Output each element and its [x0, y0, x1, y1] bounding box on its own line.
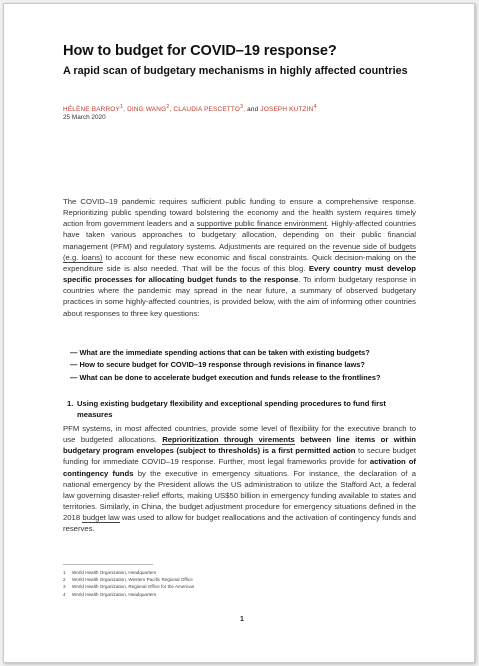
document-subtitle: A rapid scan of budgetary mechanisms in highly affected countries — [63, 65, 408, 77]
intro-paragraph — [63, 196, 416, 319]
footnote-item — [63, 569, 194, 576]
author-name: CLAUDIA PESCETTO — [173, 106, 241, 114]
footnote-text: World Health Organization, Headquarters — [72, 570, 157, 575]
body-text: . To inform budgetary response in countries where the pandemic may spread in the near future, a summary of observed budgetary practices in some highly-affected countries, is provided below, with the aim of informing other countries about responses to three key questions: — [63, 275, 417, 318]
footnote-text: World Health Organization, Western Pacific Regional Office — [72, 577, 193, 583]
footnote-number: 3 — [63, 584, 66, 590]
footnote-text: World Health Organization, Regional Office for the Americas — [72, 584, 195, 590]
emphasis-text: activation of contingency funds — [63, 457, 416, 478]
section-title: Using existing budgetary flexibility and exceptional spending procedures to fund first — [77, 399, 386, 408]
section-paragraph — [63, 423, 416, 535]
key-question-item: — What can be done to accelerate budget execution and funds release to the frontlines? — [70, 372, 381, 382]
section-number: 1. — [67, 399, 74, 408]
footnote-number: 2 — [63, 577, 66, 583]
footnote-divider — [63, 564, 153, 565]
section-title-continued: measures — [77, 409, 113, 419]
emphasis-text: between line items or within budgetary program envelopes (subject to thresholds) is a first permitted action — [63, 435, 417, 456]
document-page — [3, 3, 475, 663]
footnote-number: 1 — [63, 570, 66, 575]
body-text: to account for these new economic and fiscal constraints. Quick decision-making on the expenditure side is also needed. That will be the focus of this blog. — [63, 252, 416, 273]
footnotes-list — [63, 569, 194, 598]
body-text: by the executive in emergency situations. For instance, the declaration of a national emergency by the President allows the US administration to utilize the Stafford Act, a federal law governing disaster-relief efforts, making US$50 billion in emergency funding available to states and territories. Similarly, in China, the budget adjustment procedure for emergency situations defined in the 2018 — [63, 468, 416, 523]
body-text: The COVID–19 pandemic requires sufficient public funding to ensure a comprehensive response. Reprioritizing public spending toward bolstering the economy and the health system requires timely action from government leaders and a — [63, 197, 416, 229]
author-name: DING WANG — [127, 106, 167, 114]
page-number: 1 — [240, 616, 244, 623]
footnote-number: 4 — [63, 591, 66, 597]
link-public-finance-environment[interactable]: supportive public finance environment — [196, 219, 327, 229]
affiliation-marker: 4 — [313, 104, 317, 110]
footnote-item — [63, 591, 194, 598]
author-conjunction: and — [247, 106, 259, 114]
footnote-item — [63, 576, 194, 583]
footnote-item — [63, 583, 194, 590]
footnote-text: World Health Organization, Headquarters — [72, 591, 157, 597]
key-questions-list — [70, 348, 420, 385]
body-text: . Highly-affected countries have taken various approaches to budgetary allocation, depending on their public financial management (PFM) and regulatory systems. Adjustments are required on the — [63, 219, 416, 251]
body-text: PFM systems, in most affected countries, provide some level of flexibility for the executive branch to use budgeted allocations. — [63, 424, 416, 445]
link-revenue-side[interactable]: revenue side of budgets (e.g. loans) — [63, 241, 417, 262]
emphasis-text: Every country must develop specific processes for allocating budget funds to the response — [63, 263, 417, 285]
body-text: to secure budget funding for immediate COVID–19 response. Further, most legal frameworks provide for — [63, 446, 417, 467]
section-heading — [67, 399, 417, 420]
author-name: JOSEPH KUTZIN — [260, 106, 314, 114]
affiliation-marker: 3 — [240, 104, 244, 110]
author-line: HÉLÈNE BARROY$^1$, DING WANG$^2$, CLAUDIA PESCETTO$^3$, and JOSEPH KUTZIN$^4$ — [63, 104, 317, 114]
document-title: How to budget for COVID–19 response? — [63, 43, 337, 59]
key-question-item: — How to secure budget for COVID–19 response through revisions in finance laws? — [70, 360, 365, 370]
author-name: HÉLÈNE BARROY — [63, 106, 120, 114]
key-question-item: — What are the immediate spending actions that can be taken with existing budgets? — [70, 348, 370, 357]
body-text: was used to allow for budget reallocations and the activation of contingency funds and reserves. — [63, 513, 416, 534]
publication-date: 25 March 2020 — [63, 114, 106, 121]
link-budget-law[interactable]: budget law — [82, 513, 120, 523]
link-reprioritization-virements[interactable]: Reprioritization through virements — [162, 435, 295, 445]
affiliation-marker: 2 — [166, 104, 170, 110]
affiliation-marker: 1 — [119, 104, 124, 110]
